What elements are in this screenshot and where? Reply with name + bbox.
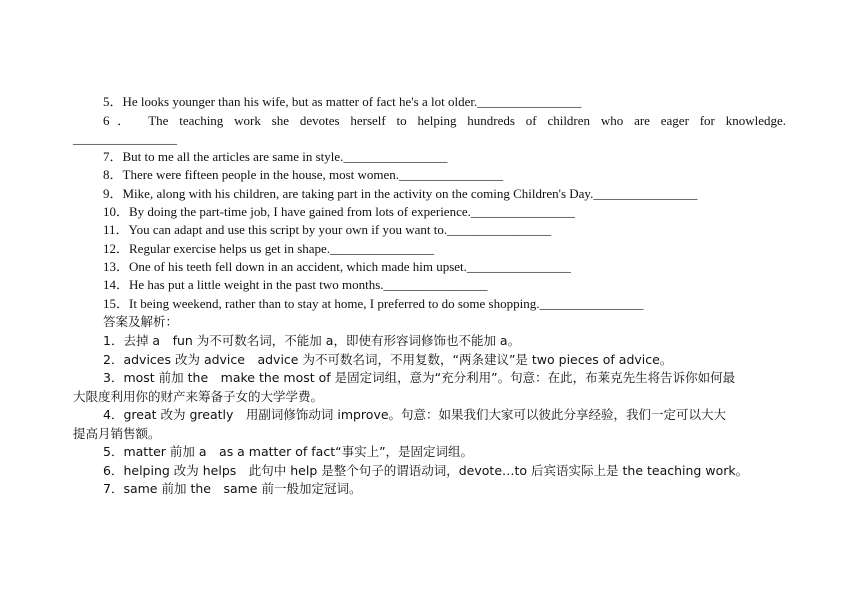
exercise-5: 5．He looks younger than his wife, but as matter of fact he's a lot older.________________ bbox=[103, 94, 582, 109]
exercise-6: 6． The teaching work she devotes herself to helping hundreds of children who are eager for knowledge. bbox=[103, 113, 786, 128]
exercise-6-blank: ________________ bbox=[73, 131, 177, 146]
answer-7: 7．same 前加 the same 前一般加定冠词。 bbox=[103, 481, 362, 496]
answer-4: 4．great 改为 greatly 用副词修饰动词 improve。句意：如果我们大家可以彼此分享经验，我们一定可以大大 bbox=[103, 407, 727, 422]
exercise-9: 9．Mike, along with his children, are taking part in the activity on the coming Children's Day.________________ bbox=[103, 186, 698, 201]
exercise-14: 14．He has put a little weight in the past two months.________________ bbox=[103, 277, 488, 292]
answers-heading: 答案及解析： bbox=[103, 314, 179, 329]
exercise-15: 15．It being weekend, rather than to stay at home, I preferred to do some shopping.________________ bbox=[103, 296, 644, 311]
exercise-8: 8．There were fifteen people in the house, most women.________________ bbox=[103, 167, 504, 182]
exercise-11: 11．You can adapt and use this script by your own if you want to.________________ bbox=[103, 222, 552, 237]
exercise-10: 10．By doing the part-time job, I have gained from lots of experience.________________ bbox=[103, 204, 575, 219]
answer-3-continued: 大限度利用你的财产来筹备子女的大学学费。 bbox=[73, 389, 324, 404]
exercise-12: 12．Regular exercise helps us get in shape.________________ bbox=[103, 241, 435, 256]
answer-3: 3．most 前加 the make the most of 是固定词组，意为“充分利用”。句意：在此，布莱克先生将告诉你如何最 bbox=[103, 370, 736, 385]
exercise-13: 13．One of his teeth fell down in an accident, which made him upset.________________ bbox=[103, 259, 571, 274]
exercise-7: 7．But to me all the articles are same in style.________________ bbox=[103, 149, 448, 164]
answer-4-continued: 提高月销售额。 bbox=[73, 426, 161, 441]
answer-6: 6．helping 改为 helps 此句中 help 是整个句子的谓语动词，devote…to 后宾语实际上是 the teaching work。 bbox=[103, 463, 749, 478]
answer-5: 5．matter 前加 a as a matter of fact“事实上”，是固定词组。 bbox=[103, 444, 474, 459]
answer-2: 2．advices 改为 advice advice 为不可数名词，不用复数，“两条建议”是 two pieces of advice。 bbox=[103, 352, 673, 367]
answer-1: 1．去掉 a fun 为不可数名词，不能加 a，即使有形容词修饰也不能加 a。 bbox=[103, 333, 521, 348]
